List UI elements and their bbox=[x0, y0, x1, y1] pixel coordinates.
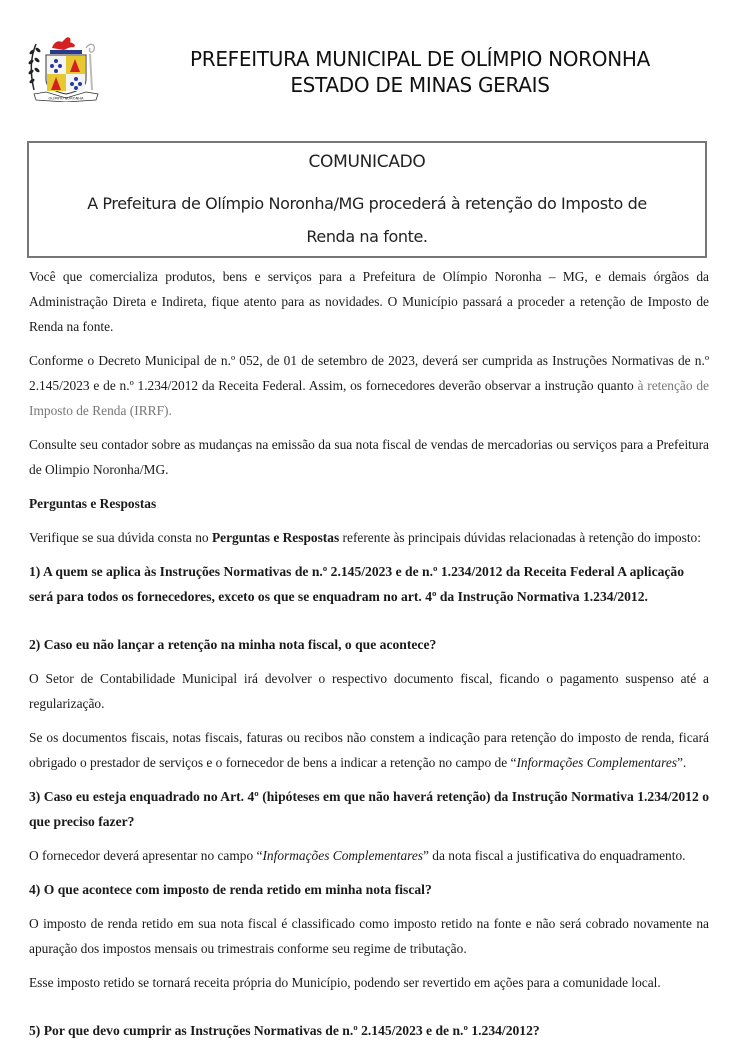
staff-icon bbox=[86, 44, 94, 90]
question-5: 5) Por que devo cumprir as Instruções Normativas de n.º 2.145/2023 e de n.º 1.234/2012? bbox=[29, 1023, 540, 1038]
lion-crest-icon bbox=[52, 37, 75, 50]
answer-3-text: O fornecedor deverá apresentar no campo “ bbox=[29, 848, 263, 863]
title-state: ESTADO DE MINAS GERAIS bbox=[290, 73, 550, 97]
answer-4-paragraph-1: O imposto de renda retido em sua nota fiscal é classificado como imposto retido na fonte e não será cobrado novamente na apuração dos impostos mensais ou trimestrais conforme seu regime de tributação. bbox=[29, 916, 709, 956]
logo-motto-text: OLÍMPIO NORONHA bbox=[48, 96, 84, 101]
answer-2-paragraph-1: O Setor de Contabilidade Municipal irá devolver o respectivo documento fiscal, ficando o pagamento suspenso até a regularização. bbox=[29, 671, 709, 711]
answer-2-after: ”. bbox=[676, 755, 687, 770]
document-header bbox=[0, 0, 737, 130]
page-title bbox=[140, 46, 700, 98]
notice-box bbox=[27, 141, 707, 258]
paragraph-faq-intro bbox=[29, 525, 709, 550]
faq-heading: Perguntas e Respostas bbox=[29, 496, 157, 511]
notice-title: COMUNICADO bbox=[308, 152, 426, 172]
answer-3 bbox=[29, 843, 709, 868]
faq-intro-after: referente às principais dúvidas relacionadas à retenção do imposto: bbox=[339, 530, 701, 545]
question-4: 4) O que acontece com imposto de renda retido em minha nota fiscal? bbox=[29, 882, 432, 897]
answer-3-italic: Informações Complementares bbox=[262, 848, 424, 863]
paragraph-consult: Consulte seu contador sobre as mudanças na emissão da sua nota fiscal de vendas de mercadorias ou serviços para a Prefeitura de Olimpio Noronha/MG. bbox=[29, 437, 709, 477]
laurel-branch-icon bbox=[28, 44, 42, 90]
answer-2-paragraph-2 bbox=[29, 725, 709, 775]
answer-2-italic: Informações Complementares bbox=[516, 755, 677, 770]
title-municipality: PREFEITURA MUNICIPAL DE OLÍMPIO NORONHA bbox=[189, 47, 650, 71]
faq-intro-text: Verifique se sua dúvida consta no bbox=[29, 530, 212, 545]
decree-text: Conforme o Decreto Municipal de n.º 052, de 01 de setembro de 2023, deverá ser cumprida as Instruções Normativas de n.º 2.145/2023 e de n.º 1.234/2012 da Receita Federal. Assim, os fornecedores deverão observar a instrução quanto bbox=[29, 353, 709, 393]
question-3: 3) Caso eu esteja enquadrado no Art. 4º (hipóteses em que não haverá retenção) da Instrução Normativa 1.234/2012 o que preciso fazer? bbox=[29, 789, 709, 829]
paragraph-intro: Você que comercializa produtos, bens e serviços para a Prefeitura de Olímpio Noronha – MG, e demais órgãos da Administração Direta e Indireta, fique atento para as novidades. O Município passará a proceder a retenção de Imposto de Renda na fonte. bbox=[29, 269, 709, 334]
question-1: 1) A quem se aplica às Instruções Normativas de n.º 2.145/2023 e de n.º 1.234/2012 da Receita Federal A aplicação será para todos os fornecedores, exceto os que se enquadram no art. 4º da Instrução Normativa 1.234/2012. bbox=[29, 564, 685, 604]
answer-3-after: ” da nota fiscal a justificativa do enquadramento. bbox=[423, 848, 686, 863]
answer-2-text: Se os documentos fiscais, notas fiscais, faturas ou recibos não constem a indicação para retenção do imposto de renda, ficará obrigado o prestador de serviços e o fornecedor de bens a indicar a retenção no campo de “ bbox=[29, 730, 709, 770]
decree-highlight: à retenção de Imposto de Renda (IRRF). bbox=[29, 378, 709, 418]
paragraph-decree bbox=[29, 348, 709, 423]
question-2: 2) Caso eu não lançar a retenção na minha nota fiscal, o que acontece? bbox=[29, 637, 437, 652]
shield-icon bbox=[46, 55, 86, 94]
document-body bbox=[29, 264, 709, 1052]
faq-intro-bold: Perguntas e Respostas bbox=[211, 530, 340, 545]
notice-text: A Prefeitura de Olímpio Noronha/MG procederá à retenção do Imposto de Renda na fonte. bbox=[87, 194, 647, 246]
coat-of-arms-logo bbox=[12, 18, 122, 102]
answer-4-paragraph-2: Esse imposto retido se tornará receita própria do Município, podendo ser revertido em ações para a comunidade local. bbox=[29, 975, 661, 990]
